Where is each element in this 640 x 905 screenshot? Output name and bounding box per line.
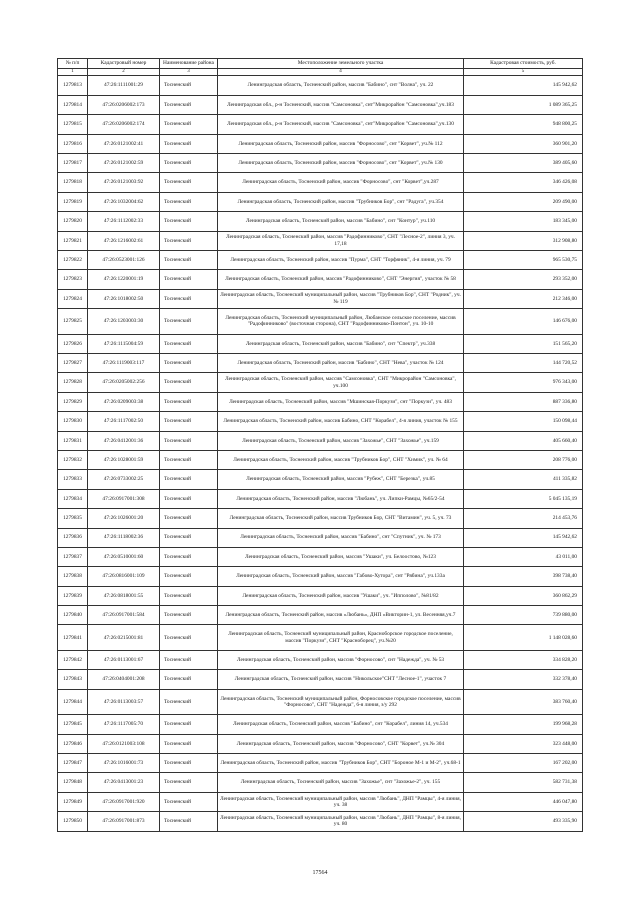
cadastral-number: 47:26:0510001:60 — [88, 547, 160, 566]
row-number: 1279841 — [58, 625, 88, 651]
cadastral-number: 47:26:0121002:59 — [88, 153, 160, 172]
cadastral-value: 312 908,80 — [464, 231, 583, 250]
row-number: 1279830 — [58, 412, 88, 431]
column-number-row — [58, 69, 583, 76]
cadastral-number: 47:26:0818001:55 — [88, 586, 160, 605]
cadastral-number: 47:26:1117002:50 — [88, 412, 160, 431]
row-number: 1279827 — [58, 353, 88, 372]
plot-location: Ленинградская область, Тосненский район, массив "Никольское"СНТ "Лесное-1", участок 7 — [218, 670, 464, 689]
district-name: Тосненский — [160, 76, 218, 95]
table-row — [58, 115, 583, 134]
plot-location: Ленинградская область, Тосненский район, массив "Радофинниково", СНТ "Лесное-2", линия 3, уч. 17,18 — [218, 231, 464, 250]
plot-location: Ленинградская область, Тосненский район, массив «Любань», ДНП «Викторин-1, ул. Весенняя,уч.7 — [218, 606, 464, 625]
page-number: 17564 — [312, 870, 328, 876]
cadastral-number: 47:26:0412001:36 — [88, 431, 160, 450]
plot-location: Ленинградская область, Тосненский муниципальный район, Красноборское городское поселение, массив "Поркузи", СНТ "Красноборец", уч.№20 — [218, 625, 464, 651]
plot-location: Ленинградская обл., р-н Тосненский, массив "Самсоновка", снт"Микрорайон "Самсоновка",уч.130 — [218, 115, 464, 134]
header-num: № п/п — [58, 59, 88, 69]
plot-location: Ленинградская область, Тосненский район, массив "Ушаки", уч. Белоостово, №123 — [218, 547, 464, 566]
cadastral-value: 5 045 135,19 — [464, 489, 583, 508]
cadastral-value: 146 676,00 — [464, 309, 583, 335]
plot-location: Ленинградская область, Тосненский район, массив "Трубников Бор", СНТ "Химик", уч. № 64 — [218, 450, 464, 469]
cadastral-value: 383 760,40 — [464, 689, 583, 715]
cadastral-value: 411 335,82 — [464, 470, 583, 489]
row-number: 1279828 — [58, 373, 88, 392]
table-row — [58, 192, 583, 211]
district-name: Тосненский — [160, 392, 218, 411]
cadastral-value: 43 011,00 — [464, 547, 583, 566]
plot-location: Ленинградская обл., р-н Тосненский, массив "Самсоновка", снт"Микрорайон "Самсоновка",уч.183 — [218, 95, 464, 114]
district-name: Тосненский — [160, 734, 218, 753]
cadastral-number: 47:26:1018002:50 — [88, 289, 160, 308]
table-row — [58, 412, 583, 431]
district-name: Тосненский — [160, 134, 218, 153]
cadastral-value: 209 490,00 — [464, 192, 583, 211]
row-number: 1279846 — [58, 734, 88, 753]
plot-location: Ленинградская область, Тосненский район, массив Трубников Бор, СНТ "Витамин", уч. 5, уч. 73 — [218, 509, 464, 528]
column-number: 4 — [218, 69, 464, 76]
district-name: Тосненский — [160, 95, 218, 114]
table-row — [58, 509, 583, 528]
district-name: Тосненский — [160, 231, 218, 250]
table-row — [58, 567, 583, 586]
district-name: Тосненский — [160, 153, 218, 172]
table-row — [58, 289, 583, 308]
row-number: 1279829 — [58, 392, 88, 411]
district-name: Тосненский — [160, 812, 218, 831]
row-number: 1279822 — [58, 250, 88, 269]
cadastral-value: 323 448,00 — [464, 734, 583, 753]
table-row — [58, 431, 583, 450]
cadastral-number: 47:26:0206002:174 — [88, 115, 160, 134]
cadastral-value: 183 345,00 — [464, 212, 583, 231]
cadastral-number: 47:26:1032004:62 — [88, 192, 160, 211]
cadastral-number: 47:26:0917001:873 — [88, 812, 160, 831]
row-number: 1279842 — [58, 650, 88, 669]
row-number: 1279821 — [58, 231, 88, 250]
row-number: 1279820 — [58, 212, 88, 231]
header-cadastral-number: Кадастровый номер — [88, 59, 160, 69]
plot-location: Ленинградская область, Тосненский район, массив "Бабино", снт "Волна", уч. 22 — [218, 76, 464, 95]
table-row — [58, 470, 583, 489]
cadastral-number: 47:26:0917001:584 — [88, 606, 160, 625]
cadastral-value: 293 352,00 — [464, 270, 583, 289]
cadastral-value: 389 405,60 — [464, 153, 583, 172]
header-cadastral-value: Кадастровая стоимость, руб. — [464, 59, 583, 69]
plot-location: Ленинградская область, Тосненский район, массив "Трубников Бор", снт "Радуга", уч.354 — [218, 192, 464, 211]
column-number: 2 — [88, 69, 160, 76]
plot-location: Ленинградская область, Тосненский район, массив "Захожье", снт "Захожье-2", уч. 155 — [218, 773, 464, 792]
cadastral-value: 214 453,76 — [464, 509, 583, 528]
row-number: 1279813 — [58, 76, 88, 95]
cadastral-number: 47:26:0917001:308 — [88, 489, 160, 508]
plot-location: Ленинградская область, Тосненский муниципальный район, массив "Любань", ДНП "Рамцы", 4-я линия, уч. 38 — [218, 792, 464, 811]
cadastral-number: 47:26:0523001:126 — [88, 250, 160, 269]
table-row — [58, 715, 583, 734]
cadastral-value: 1 089 365,25 — [464, 95, 583, 114]
row-number: 1279815 — [58, 115, 88, 134]
row-number: 1279823 — [58, 270, 88, 289]
table-row — [58, 689, 583, 715]
row-number: 1279818 — [58, 173, 88, 192]
cadastral-number: 47:26:0121003:92 — [88, 173, 160, 192]
column-number: 5 — [464, 69, 583, 76]
plot-location: Ленинградская область, Тосненский район, массив "Бабино", снт "Корабел", линия 14, уч.534 — [218, 715, 464, 734]
table-row — [58, 270, 583, 289]
district-name: Тосненский — [160, 470, 218, 489]
district-name: Тосненский — [160, 289, 218, 308]
cadastral-value: 405 660,40 — [464, 431, 583, 450]
table-row — [58, 734, 583, 753]
row-number: 1279816 — [58, 134, 88, 153]
table-row — [58, 353, 583, 372]
table-row — [58, 754, 583, 773]
plot-location: Ленинградская область, Тосненский район, массив "Форносово", снт "Надежда", уч. № 53 — [218, 650, 464, 669]
row-number: 1279834 — [58, 489, 88, 508]
cadastral-number: 47:26:0206002:173 — [88, 95, 160, 114]
row-number: 1279844 — [58, 689, 88, 715]
cadastral-number: 47:26:1115004:59 — [88, 334, 160, 353]
table-row — [58, 547, 583, 566]
cadastral-number: 47:26:0733002:25 — [88, 470, 160, 489]
table-row — [58, 625, 583, 651]
cadastral-value-table — [57, 58, 583, 832]
cadastral-number: 47:26:0816001:109 — [88, 567, 160, 586]
district-name: Тосненский — [160, 754, 218, 773]
cadastral-number: 47:26:0205002:256 — [88, 373, 160, 392]
district-name: Тосненский — [160, 509, 218, 528]
row-number: 1279843 — [58, 670, 88, 689]
row-number: 1279850 — [58, 812, 88, 831]
district-name: Тосненский — [160, 586, 218, 605]
cadastral-value: 948 800,25 — [464, 115, 583, 134]
table-row — [58, 250, 583, 269]
cadastral-number: 47:26:1220001:19 — [88, 270, 160, 289]
table-row — [58, 153, 583, 172]
plot-location: Ленинградская область, Тосненский район, массив Бабино, СНТ "Корабел", 4-я линия, участок № 155 — [218, 412, 464, 431]
district-name: Тосненский — [160, 625, 218, 651]
row-number: 1279840 — [58, 606, 88, 625]
table-row — [58, 134, 583, 153]
row-number: 1279839 — [58, 586, 88, 605]
plot-location: Ленинградская область, Тосненский район, массив "Бабино", снт "Спектр", уч.338 — [218, 334, 464, 353]
plot-location: Ленинградская область, Тосненский муниципальный район, Любанское сельское поселение, массив "Радофинниково" (восточная сторона), СНТ "Радофинниково-Понтон", уч. 10-10 — [218, 309, 464, 335]
district-name: Тосненский — [160, 528, 218, 547]
cadastral-value: 346 426,08 — [464, 173, 583, 192]
table-row — [58, 773, 583, 792]
table-row — [58, 670, 583, 689]
cadastral-number: 47:26:1111001:29 — [88, 76, 160, 95]
plot-location: Ленинградская область, Тосненский район, массив "Форносово", снт "Корвет", уч.№ 130 — [218, 153, 464, 172]
district-name: Тосненский — [160, 115, 218, 134]
table-row — [58, 650, 583, 669]
district-name: Тосненский — [160, 250, 218, 269]
district-name: Тосненский — [160, 715, 218, 734]
row-number: 1279837 — [58, 547, 88, 566]
plot-location: Ленинградская область, Тосненский район, массив "Трубников Бор", СНТ "Бороное М-1 и М-2", уч.68-1 — [218, 754, 464, 773]
row-number: 1279814 — [58, 95, 88, 114]
cadastral-number: 47:26:0917001:920 — [88, 792, 160, 811]
row-number: 1279845 — [58, 715, 88, 734]
plot-location: Ленинградская область, Тосненский муниципальный район, массив "Трубников Бор", СНТ "Родник", уч. № 119 — [218, 289, 464, 308]
header-location: Местоположение земельного участка — [218, 59, 464, 69]
plot-location: Ленинградская область, Тосненский район, массив "Любань", уч. Липки-Рамцы, №65/2-54 — [218, 489, 464, 508]
cadastral-number: 47:26:0113003:57 — [88, 689, 160, 715]
cadastral-value: 582 731,38 — [464, 773, 583, 792]
cadastral-number: 47:26:0209003:38 — [88, 392, 160, 411]
district-name: Тосненский — [160, 173, 218, 192]
row-number: 1279838 — [58, 567, 88, 586]
table-row — [58, 812, 583, 831]
district-name: Тосненский — [160, 412, 218, 431]
plot-location: Ленинградская область, Тосненский район, массив "Бабино", СНТ "Нева", участок № 124 — [218, 353, 464, 372]
cadastral-number: 47:26:1016001:73 — [88, 754, 160, 773]
cadastral-value: 145 942,62 — [464, 76, 583, 95]
plot-location: Ленинградская область, Тосненский район, массив "Рубеж", СНТ "Березка", уч.85 — [218, 470, 464, 489]
cadastral-number: 47:26:0121003:108 — [88, 734, 160, 753]
cadastral-number: 47:26:1203003:30 — [88, 309, 160, 335]
row-number: 1279832 — [58, 450, 88, 469]
cadastral-value: 199 968,28 — [464, 715, 583, 734]
district-name: Тосненский — [160, 670, 218, 689]
row-number: 1279849 — [58, 792, 88, 811]
plot-location: Ленинградская область, Тосненский район, массив "Форносово", СНТ "Корвет", уч.№ 304 — [218, 734, 464, 753]
cadastral-number: 47:26:1118002:36 — [88, 528, 160, 547]
cadastral-number: 47:26:0215001:81 — [88, 625, 160, 651]
row-number: 1279847 — [58, 754, 88, 773]
plot-location: Ленинградская область, Тосненский район, массив "Радофинниково", СНТ "Энергия", участок № 58 — [218, 270, 464, 289]
district-name: Тосненский — [160, 192, 218, 211]
district-name: Тосненский — [160, 334, 218, 353]
table-row — [58, 528, 583, 547]
district-name: Тосненский — [160, 373, 218, 392]
cadastral-value: 976 343,00 — [464, 373, 583, 392]
plot-location: Ленинградская область, Тосненский муниципальный район, массив "Любань", ДНП "Рамцы", 8-я линия, уч. 80 — [218, 812, 464, 831]
cadastral-value: 398 738,40 — [464, 567, 583, 586]
table-row — [58, 95, 583, 114]
district-name: Тосненский — [160, 650, 218, 669]
cadastral-value: 360 862,29 — [464, 586, 583, 605]
cadastral-number: 47:26:0121002:41 — [88, 134, 160, 153]
table-row — [58, 231, 583, 250]
row-number: 1279835 — [58, 509, 88, 528]
district-name: Тосненский — [160, 450, 218, 469]
plot-location: Ленинградская область, Тосненский район, массив "Габово-Хутора", снт "Рябина", уч.133а — [218, 567, 464, 586]
table-row — [58, 586, 583, 605]
table-header-row — [58, 59, 583, 69]
table-row — [58, 489, 583, 508]
cadastral-value: 446 047,80 — [464, 792, 583, 811]
district-name: Тосненский — [160, 353, 218, 372]
row-number: 1279825 — [58, 309, 88, 335]
row-number: 1279833 — [58, 470, 88, 489]
cadastral-value: 739 880,00 — [464, 606, 583, 625]
column-number: 3 — [160, 69, 218, 76]
column-number: 1 — [58, 69, 88, 76]
cadastral-value: 208 776,00 — [464, 450, 583, 469]
district-name: Тосненский — [160, 270, 218, 289]
row-number: 1279817 — [58, 153, 88, 172]
cadastral-value: 151 565,20 — [464, 334, 583, 353]
row-number: 1279831 — [58, 431, 88, 450]
plot-location: Ленинградская область, Тосненский район, массив "Пурма", СНТ "Торфяник", 4-я линия, уч. 79 — [218, 250, 464, 269]
cadastral-number: 47:26:0404001:208 — [88, 670, 160, 689]
cadastral-value: 167 202,00 — [464, 754, 583, 773]
table-row — [58, 373, 583, 392]
plot-location: Ленинградская область, Тосненский район, массив "Самсоновка", СНТ "Микрорайон "Самсоновка", уч.100 — [218, 373, 464, 392]
cadastral-value: 887 336,80 — [464, 392, 583, 411]
row-number: 1279826 — [58, 334, 88, 353]
cadastral-value: 965 530,75 — [464, 250, 583, 269]
cadastral-value: 332 378,40 — [464, 670, 583, 689]
table-row — [58, 450, 583, 469]
table-row — [58, 212, 583, 231]
district-name: Тосненский — [160, 773, 218, 792]
district-name: Тосненский — [160, 606, 218, 625]
plot-location: Ленинградская область, Тосненский район, массив "Захожье", СНТ "Захожье", уч.159 — [218, 431, 464, 450]
cadastral-value: 360 901,20 — [464, 134, 583, 153]
table-row — [58, 309, 583, 335]
row-number: 1279848 — [58, 773, 88, 792]
cadastral-value: 334 828,20 — [464, 650, 583, 669]
cadastral-number: 47:26:1112002:33 — [88, 212, 160, 231]
cadastral-number: 47:26:1028001:59 — [88, 450, 160, 469]
cadastral-value: 212 346,00 — [464, 289, 583, 308]
plot-location: Ленинградская область, Тосненский район, массив "Форносово", снт "Корвет", уч.№ 112 — [218, 134, 464, 153]
district-name: Тосненский — [160, 489, 218, 508]
cadastral-value: 150 098,44 — [464, 412, 583, 431]
district-name: Тосненский — [160, 212, 218, 231]
table-row — [58, 76, 583, 95]
table-row — [58, 173, 583, 192]
cadastral-number: 47:26:1117005:70 — [88, 715, 160, 734]
cadastral-number: 47:26:0113001:67 — [88, 650, 160, 669]
district-name: Тосненский — [160, 431, 218, 450]
table-row — [58, 792, 583, 811]
plot-location: Ленинградская область, Тосненский муниципальный район, Форносовское городское поселение, массив "Форносово", СНТ "Надежда", 6-я линия, з/у 292 — [218, 689, 464, 715]
district-name: Тосненский — [160, 309, 218, 335]
cadastral-number: 47:26:1216002:61 — [88, 231, 160, 250]
plot-location: Ленинградская область, Тосненский район, массив "Бабино", снт "Контур", уч.110 — [218, 212, 464, 231]
row-number: 1279824 — [58, 289, 88, 308]
table-row — [58, 606, 583, 625]
cadastral-value: 1 148 028,60 — [464, 625, 583, 651]
district-name: Тосненский — [160, 792, 218, 811]
cadastral-value: 144 720,52 — [464, 353, 583, 372]
cadastral-number: 47:26:1026001:20 — [88, 509, 160, 528]
cadastral-number: 47:26:1119003:117 — [88, 353, 160, 372]
table-body — [58, 76, 583, 831]
district-name: Тосненский — [160, 689, 218, 715]
plot-location: Ленинградская область, Тосненский район, массив "Форносово", снт "Корвет",уч.287 — [218, 173, 464, 192]
cadastral-value: 493 335,90 — [464, 812, 583, 831]
district-name: Тосненский — [160, 547, 218, 566]
plot-location: Ленинградская область, Тосненский район, массив "Бабино", снт "Спутник", уч. № 173 — [218, 528, 464, 547]
district-name: Тосненский — [160, 567, 218, 586]
plot-location: Ленинградская область, Тосненский район, массив "Ушаки", уч. "Ипполово", №81/82 — [218, 586, 464, 605]
cadastral-number: 47:26:0413001:23 — [88, 773, 160, 792]
table-row — [58, 334, 583, 353]
row-number: 1279819 — [58, 192, 88, 211]
cadastral-value: 145 942,62 — [464, 528, 583, 547]
header-district: Наименование района — [160, 59, 218, 69]
plot-location: Ленинградская область, Тосненский район, массив "Мшинская-Поркузи", снт "Поркузи", уч. 483 — [218, 392, 464, 411]
table-row — [58, 392, 583, 411]
row-number: 1279836 — [58, 528, 88, 547]
